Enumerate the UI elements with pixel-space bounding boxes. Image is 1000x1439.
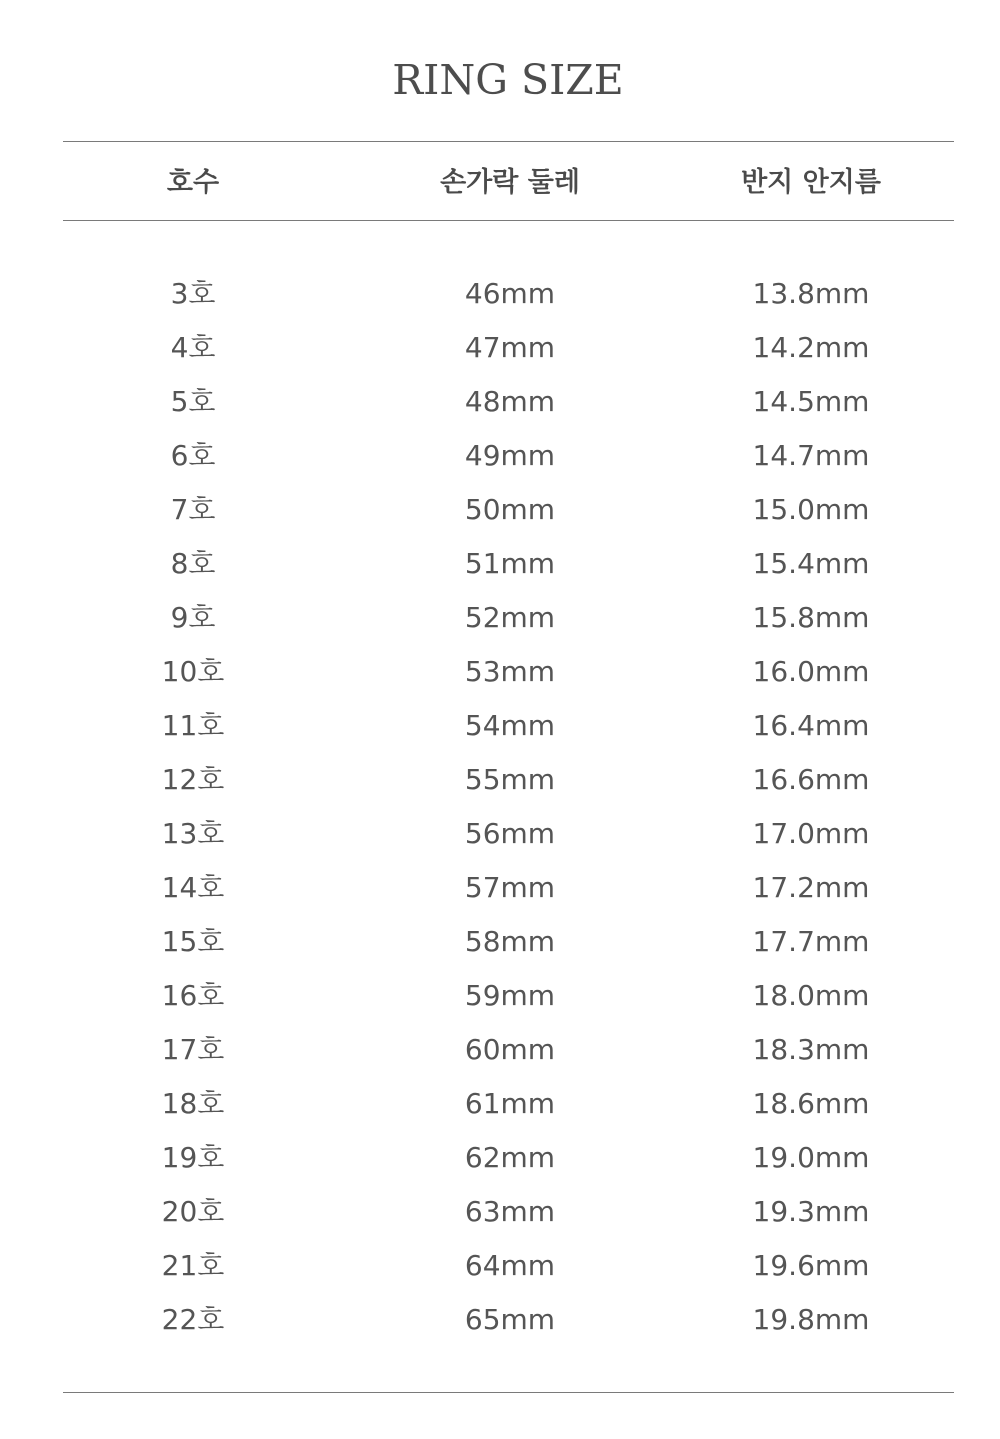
table-row bbox=[0, 700, 1000, 754]
cell-size: 11호 bbox=[161, 709, 225, 742]
header-inner-diameter: 반지 안지름 bbox=[741, 167, 881, 198]
table-row bbox=[0, 538, 1000, 592]
cell-circumference: 56mm bbox=[464, 817, 556, 850]
cell-size: 20호 bbox=[161, 1195, 225, 1228]
cell-diameter: 14.7mm bbox=[752, 439, 870, 472]
cell-diameter: 14.5mm bbox=[752, 385, 870, 418]
divider-top bbox=[63, 141, 954, 142]
header-finger-circumference: 손가락 둘레 bbox=[440, 167, 580, 198]
cell-diameter: 14.2mm bbox=[752, 331, 870, 364]
cell-size: 18호 bbox=[161, 1087, 225, 1120]
table-row bbox=[0, 430, 1000, 484]
cell-circumference: 51mm bbox=[464, 547, 556, 580]
size-table-body bbox=[0, 268, 1000, 1348]
cell-size: 21호 bbox=[161, 1249, 225, 1282]
cell-diameter: 19.3mm bbox=[752, 1195, 870, 1228]
cell-circumference: 63mm bbox=[464, 1195, 556, 1228]
table-header bbox=[0, 160, 1000, 206]
cell-size: 19호 bbox=[161, 1141, 225, 1174]
cell-diameter: 15.8mm bbox=[752, 601, 870, 634]
table-row bbox=[0, 322, 1000, 376]
cell-circumference: 47mm bbox=[464, 331, 556, 364]
cell-diameter: 16.6mm bbox=[752, 763, 870, 796]
table-row bbox=[0, 1078, 1000, 1132]
divider-header bbox=[63, 220, 954, 221]
table-row bbox=[0, 484, 1000, 538]
cell-circumference: 46mm bbox=[464, 277, 556, 310]
cell-circumference: 57mm bbox=[464, 871, 556, 904]
table-row bbox=[0, 1132, 1000, 1186]
cell-size: 13호 bbox=[161, 817, 225, 850]
cell-size: 5호 bbox=[170, 385, 216, 418]
cell-circumference: 65mm bbox=[464, 1303, 556, 1336]
cell-circumference: 54mm bbox=[464, 709, 556, 742]
header-size: 호수 bbox=[166, 167, 220, 198]
cell-diameter: 15.4mm bbox=[752, 547, 870, 580]
table-row bbox=[0, 1024, 1000, 1078]
cell-size: 16호 bbox=[161, 979, 225, 1012]
cell-circumference: 50mm bbox=[464, 493, 556, 526]
table-row bbox=[0, 970, 1000, 1024]
table-row bbox=[0, 268, 1000, 322]
cell-diameter: 18.0mm bbox=[752, 979, 870, 1012]
cell-diameter: 15.0mm bbox=[752, 493, 870, 526]
cell-circumference: 52mm bbox=[464, 601, 556, 634]
cell-diameter: 13.8mm bbox=[752, 277, 870, 310]
cell-diameter: 18.3mm bbox=[752, 1033, 870, 1066]
cell-size: 8호 bbox=[170, 547, 216, 580]
cell-size: 6호 bbox=[170, 439, 216, 472]
cell-size: 3호 bbox=[170, 277, 216, 310]
table-row bbox=[0, 808, 1000, 862]
cell-size: 10호 bbox=[161, 655, 225, 688]
cell-size: 22호 bbox=[161, 1303, 225, 1336]
table-row bbox=[0, 646, 1000, 700]
table-row bbox=[0, 376, 1000, 430]
cell-diameter: 19.0mm bbox=[752, 1141, 870, 1174]
cell-circumference: 53mm bbox=[464, 655, 556, 688]
cell-circumference: 49mm bbox=[464, 439, 556, 472]
cell-size: 7호 bbox=[170, 493, 216, 526]
table-row bbox=[0, 754, 1000, 808]
cell-size: 12호 bbox=[161, 763, 225, 796]
cell-circumference: 55mm bbox=[464, 763, 556, 796]
table-row bbox=[0, 1186, 1000, 1240]
cell-size: 17호 bbox=[161, 1033, 225, 1066]
cell-diameter: 16.4mm bbox=[752, 709, 870, 742]
cell-circumference: 60mm bbox=[464, 1033, 556, 1066]
divider-bottom bbox=[63, 1392, 954, 1393]
cell-size: 4호 bbox=[170, 331, 216, 364]
page-title: RING SIZE bbox=[392, 56, 624, 104]
cell-circumference: 62mm bbox=[464, 1141, 556, 1174]
table-row bbox=[0, 1294, 1000, 1348]
cell-circumference: 48mm bbox=[464, 385, 556, 418]
cell-size: 9호 bbox=[170, 601, 216, 634]
cell-diameter: 16.0mm bbox=[752, 655, 870, 688]
table-row bbox=[0, 916, 1000, 970]
cell-diameter: 17.7mm bbox=[752, 925, 870, 958]
cell-circumference: 61mm bbox=[464, 1087, 556, 1120]
cell-size: 15호 bbox=[161, 925, 225, 958]
table-row bbox=[0, 862, 1000, 916]
cell-diameter: 18.6mm bbox=[752, 1087, 870, 1120]
cell-circumference: 58mm bbox=[464, 925, 556, 958]
cell-size: 14호 bbox=[161, 871, 225, 904]
cell-diameter: 19.8mm bbox=[752, 1303, 870, 1336]
cell-diameter: 17.2mm bbox=[752, 871, 870, 904]
cell-circumference: 59mm bbox=[464, 979, 556, 1012]
table-row bbox=[0, 592, 1000, 646]
cell-diameter: 19.6mm bbox=[752, 1249, 870, 1282]
cell-circumference: 64mm bbox=[464, 1249, 556, 1282]
table-row bbox=[0, 1240, 1000, 1294]
cell-diameter: 17.0mm bbox=[752, 817, 870, 850]
